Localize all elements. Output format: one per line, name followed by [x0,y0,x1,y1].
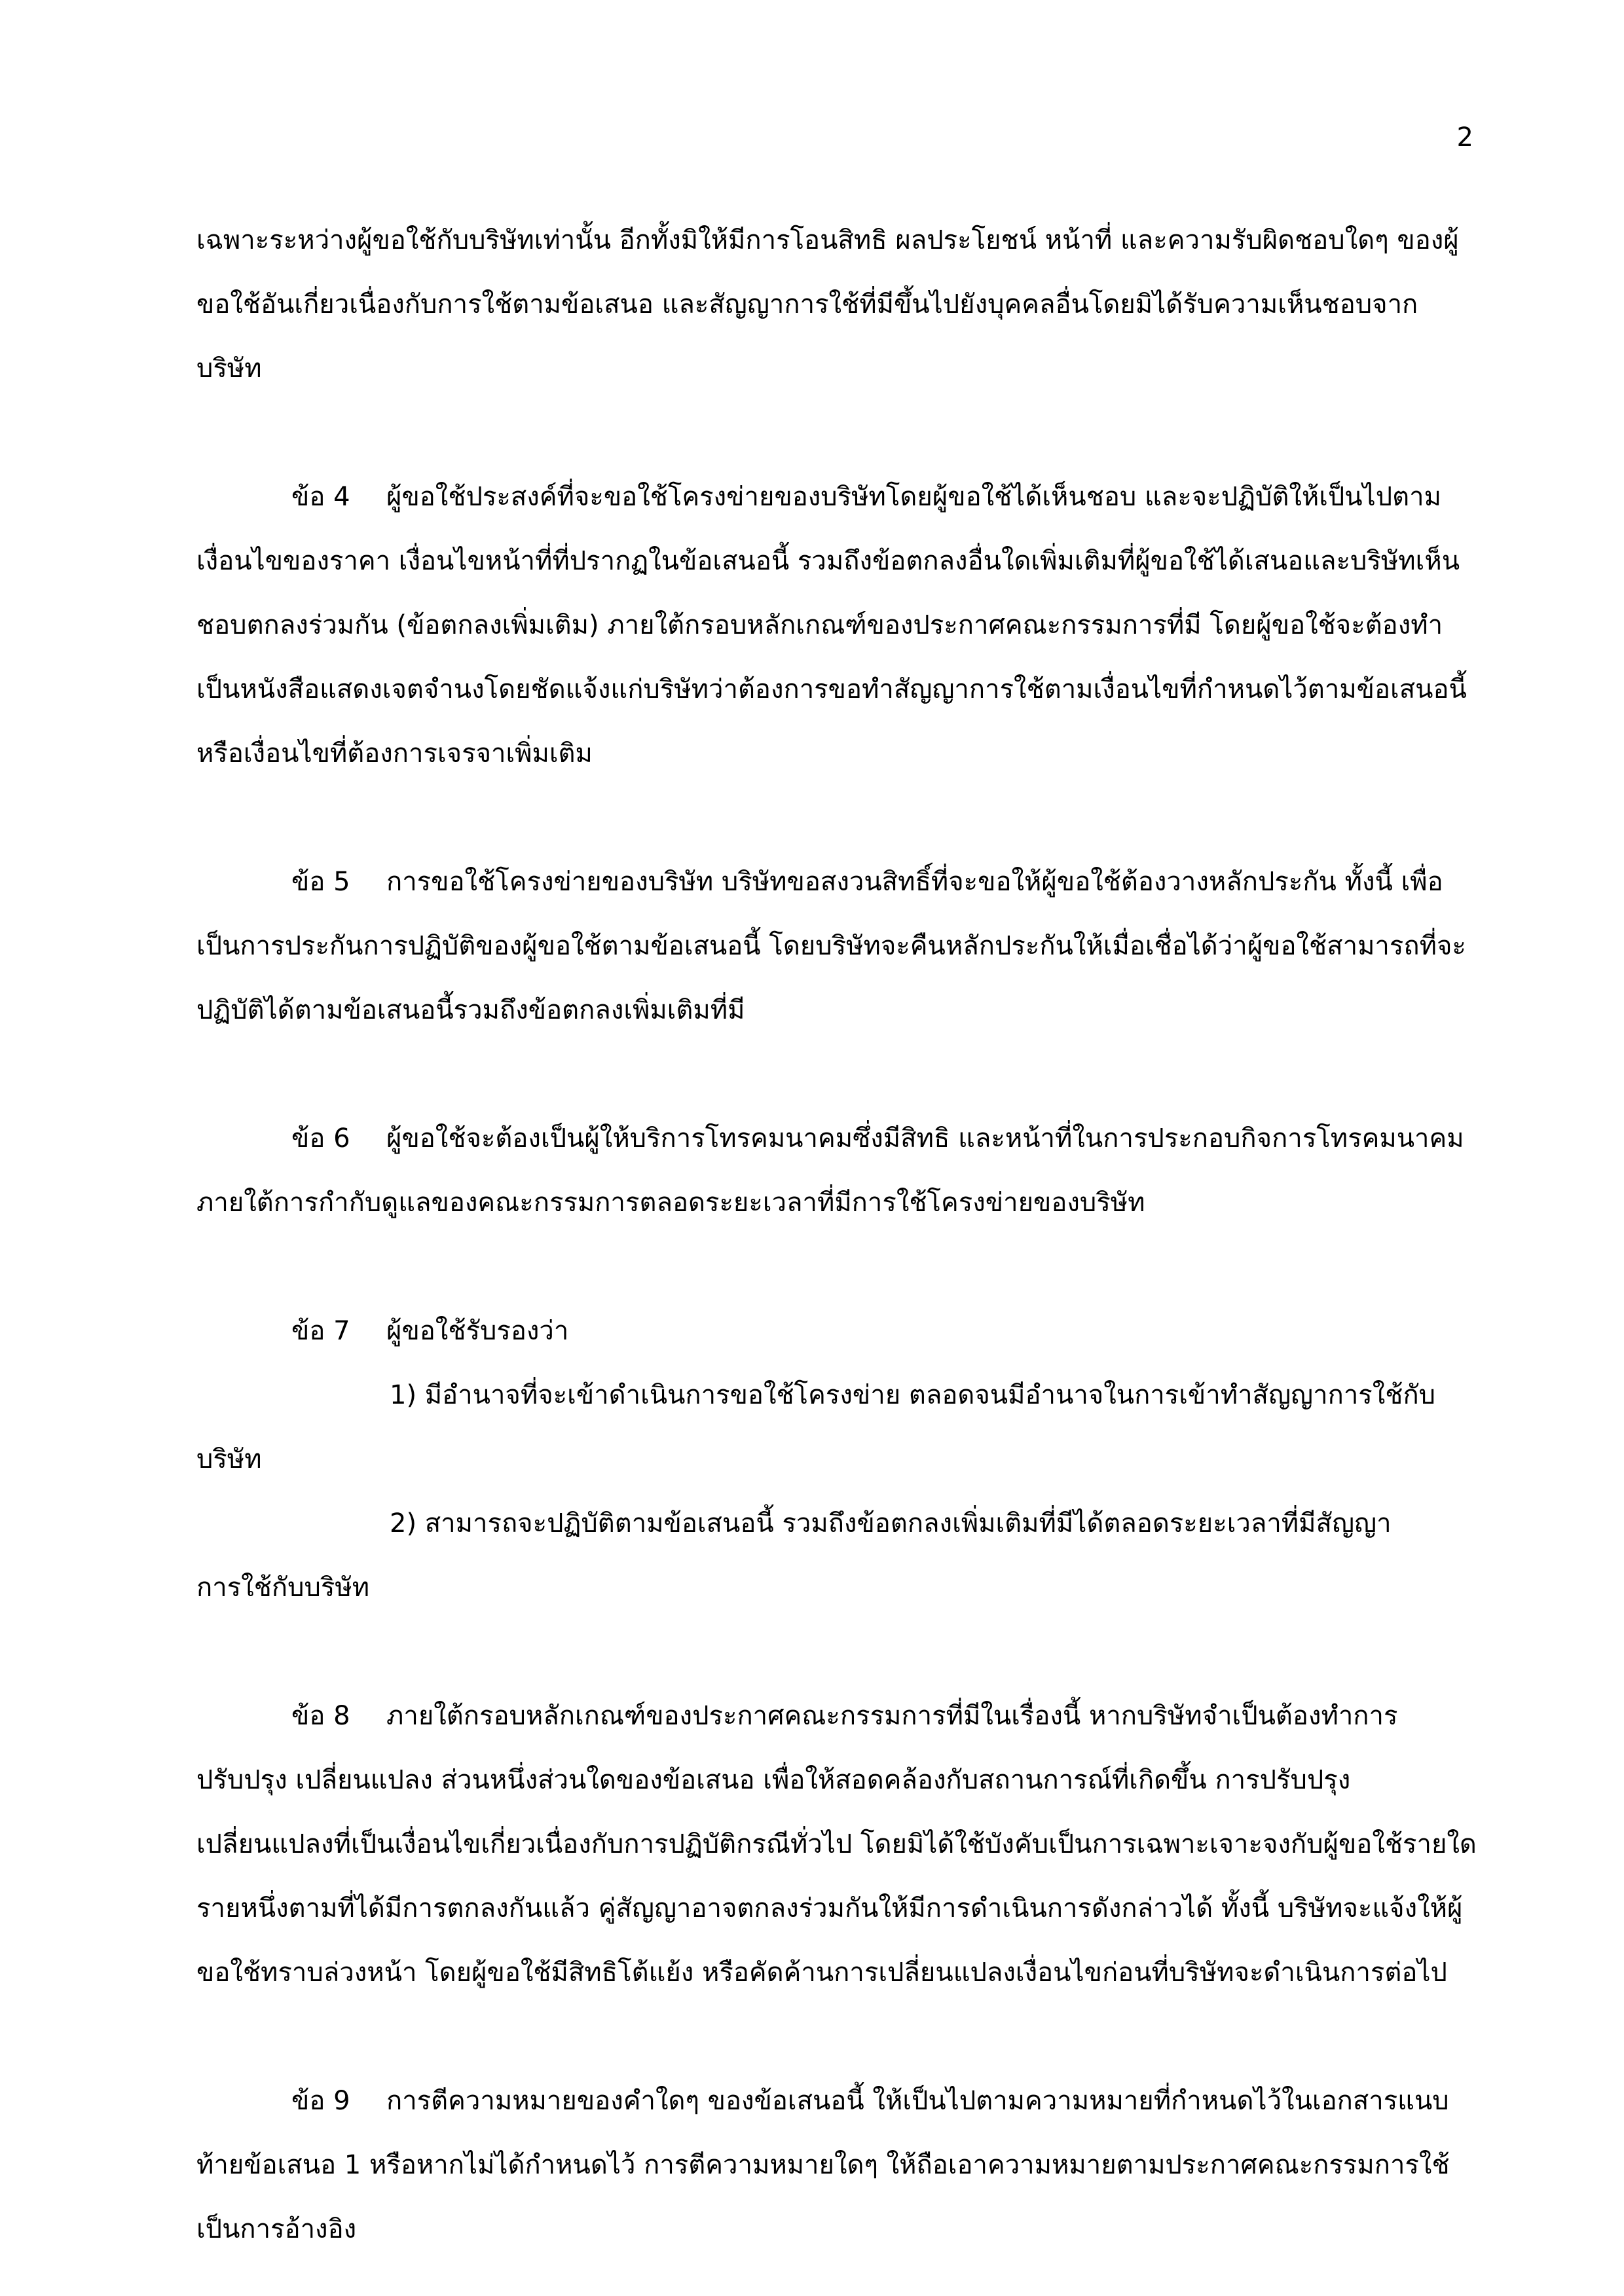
clause-9 [196,2069,1480,2261]
clause-4-label: ข้อ 4 [291,482,350,512]
clause-7-text: ผู้ขอใช้รับรองว่า [386,1316,569,1346]
document-body [196,208,1480,2261]
clause-4-text: ผู้ขอใช้ประสงค์ที่จะขอใช้โครงข่ายของบริษัทโดยผู้ขอใช้ได้เห็นชอบ และจะปฏิบัติให้เป็นไปตามเงื่อนไขของราคา เงื่อนไขหน้าที่ที่ปรากฏในข้อเสนอนี้ รวมถึงข้อตกลงอื่นใดเพิ่มเติมที่ผู้ขอใช้ได้เสนอและบริษัทเห็นชอบตกลงร่วมกัน (ข้อตกลงเพิ่มเติม) ภายใต้กรอบหลักเกณฑ์ของประกาศคณะกรรมการที่มี โดยผู้ขอใช้จะต้องทำเป็นหนังสือแสดงเจตจำนงโดยชัดแจ้งแก่บริษัทว่าต้องการขอทำสัญญาการใช้ตามเงื่อนไขที่กำหนดไว้ตามข้อเสนอนี้ หรือเงื่อนไขที่ต้องการเจรจาเพิ่มเติม [196,482,1467,769]
page-number: 2 [1456,122,1473,153]
clause-4 [196,465,1480,786]
clause-9-label: ข้อ 9 [291,2086,350,2116]
paragraph-gap [196,2005,1480,2069]
clause-5 [196,850,1480,1042]
paragraph-gap [196,786,1480,850]
clause-6-text: ผู้ขอใช้จะต้องเป็นผู้ให้บริการโทรคมนาคมซึ่งมีสิทธิ และหน้าที่ในการประกอบกิจการโทรคมนาคม ภายใต้การกำกับดูแลของคณะกรรมการตลอดระยะเวลาที่มีการใช้โครงข่ายของบริษัท [196,1123,1464,1218]
clause-5-text: การขอใช้โครงข่ายของบริษัท บริษัทขอสงวนสิทธิ์ที่จะขอให้ผู้ขอใช้ต้องวางหลักประกัน ทั้งนี้ เพื่อเป็นการประกันการปฏิบัติของผู้ขอใช้ตามข้อเสนอนี้ โดยบริษัทจะคืนหลักประกันให้เมื่อเชื่อได้ว่าผู้ขอใช้สามารถที่จะปฏิบัติได้ตามข้อเสนอนี้รวมถึงข้อตกลงเพิ่มเติมที่มี [196,867,1466,1025]
clause-7-item-2: 2) สามารถจะปฏิบัติตามข้อเสนอนี้ รวมถึงข้อตกลงเพิ่มเติมที่มีได้ตลอดระยะเวลาที่มีสัญญา [390,1508,1392,1539]
clause-7 [196,1299,1480,1363]
clause-6-label: ข้อ 6 [291,1123,350,1154]
clause-7-label: ข้อ 7 [291,1316,350,1346]
clause-8 [196,1684,1480,2005]
paragraph-gap [196,1235,1480,1299]
clause-8-label: ข้อ 8 [291,1701,350,1731]
clause-7-item-2-continuation: การใช้กับบริษัท [196,1573,370,1603]
paragraph-continuation: เฉพาะระหว่างผู้ขอใช้กับบริษัทเท่านั้น อีกทั้งมิให้มีการโอนสิทธิ ผลประโยชน์ หน้าที่ และความรับผิดชอบใดๆ ของผู้ขอใช้อันเกี่ยวเนื่องกับการใช้ตามข้อเสนอ และสัญญาการใช้ที่มีขึ้นไปยังบุคคลอื่นโดยมิได้รับความเห็นชอบจากบริษัท [196,225,1459,384]
clause-6 [196,1106,1480,1235]
clause-7-item-1-continuation: บริษัท [196,1444,262,1474]
clause-9-text: การตีความหมายของคำใดๆ ของข้อเสนอนี้ ให้เป็นไปตามความหมายที่กำหนดไว้ในเอกสารแนบท้ายข้อเสนอ 1 หรือหากไม่ได้กำหนดไว้ การตีความหมายใดๆ ให้ถือเอาความหมายตามประกาศคณะกรรมการใช้เป็นการอ้างอิง [196,2086,1450,2244]
paragraph-gap [196,401,1480,465]
clause-5-label: ข้อ 5 [291,867,350,897]
clause-8-text: ภายใต้กรอบหลักเกณฑ์ของประกาศคณะกรรมการที่มีในเรื่องนี้ หากบริษัทจำเป็นต้องทำการปรับปรุง เปลี่ยนแปลง ส่วนหนึ่งส่วนใดของข้อเสนอ เพื่อให้สอดคล้องกับสถานการณ์ที่เกิดขึ้น การปรับปรุงเปลี่ยนแปลงที่เป็นเงื่อนไขเกี่ยวเนื่องกับการปฏิบัติกรณีทั่วไป โดยมิได้ใช้บังคับเป็นการเฉพาะเจาะจงกับผู้ขอใช้รายใดรายหนึ่งตามที่ได้มีการตกลงกันแล้ว คู่สัญญาอาจตกลงร่วมกันให้มีการดำเนินการดังกล่าวได้ ทั้งนี้ บริษัทจะแจ้งให้ผู้ขอใช้ทราบล่วงหน้า โดยผู้ขอใช้มีสิทธิโต้แย้ง หรือคัดค้านการเปลี่ยนแปลงเงื่อนไขก่อนที่บริษัทจะดำเนินการต่อไป [196,1701,1477,1988]
paragraph-gap [196,1042,1480,1106]
paragraph-gap [196,1620,1480,1684]
clause-7-item-1: 1) มีอำนาจที่จะเข้าดำเนินการขอใช้โครงข่าย ตลอดจนมีอำนาจในการเข้าทำสัญญาการใช้กับ [390,1380,1436,1410]
